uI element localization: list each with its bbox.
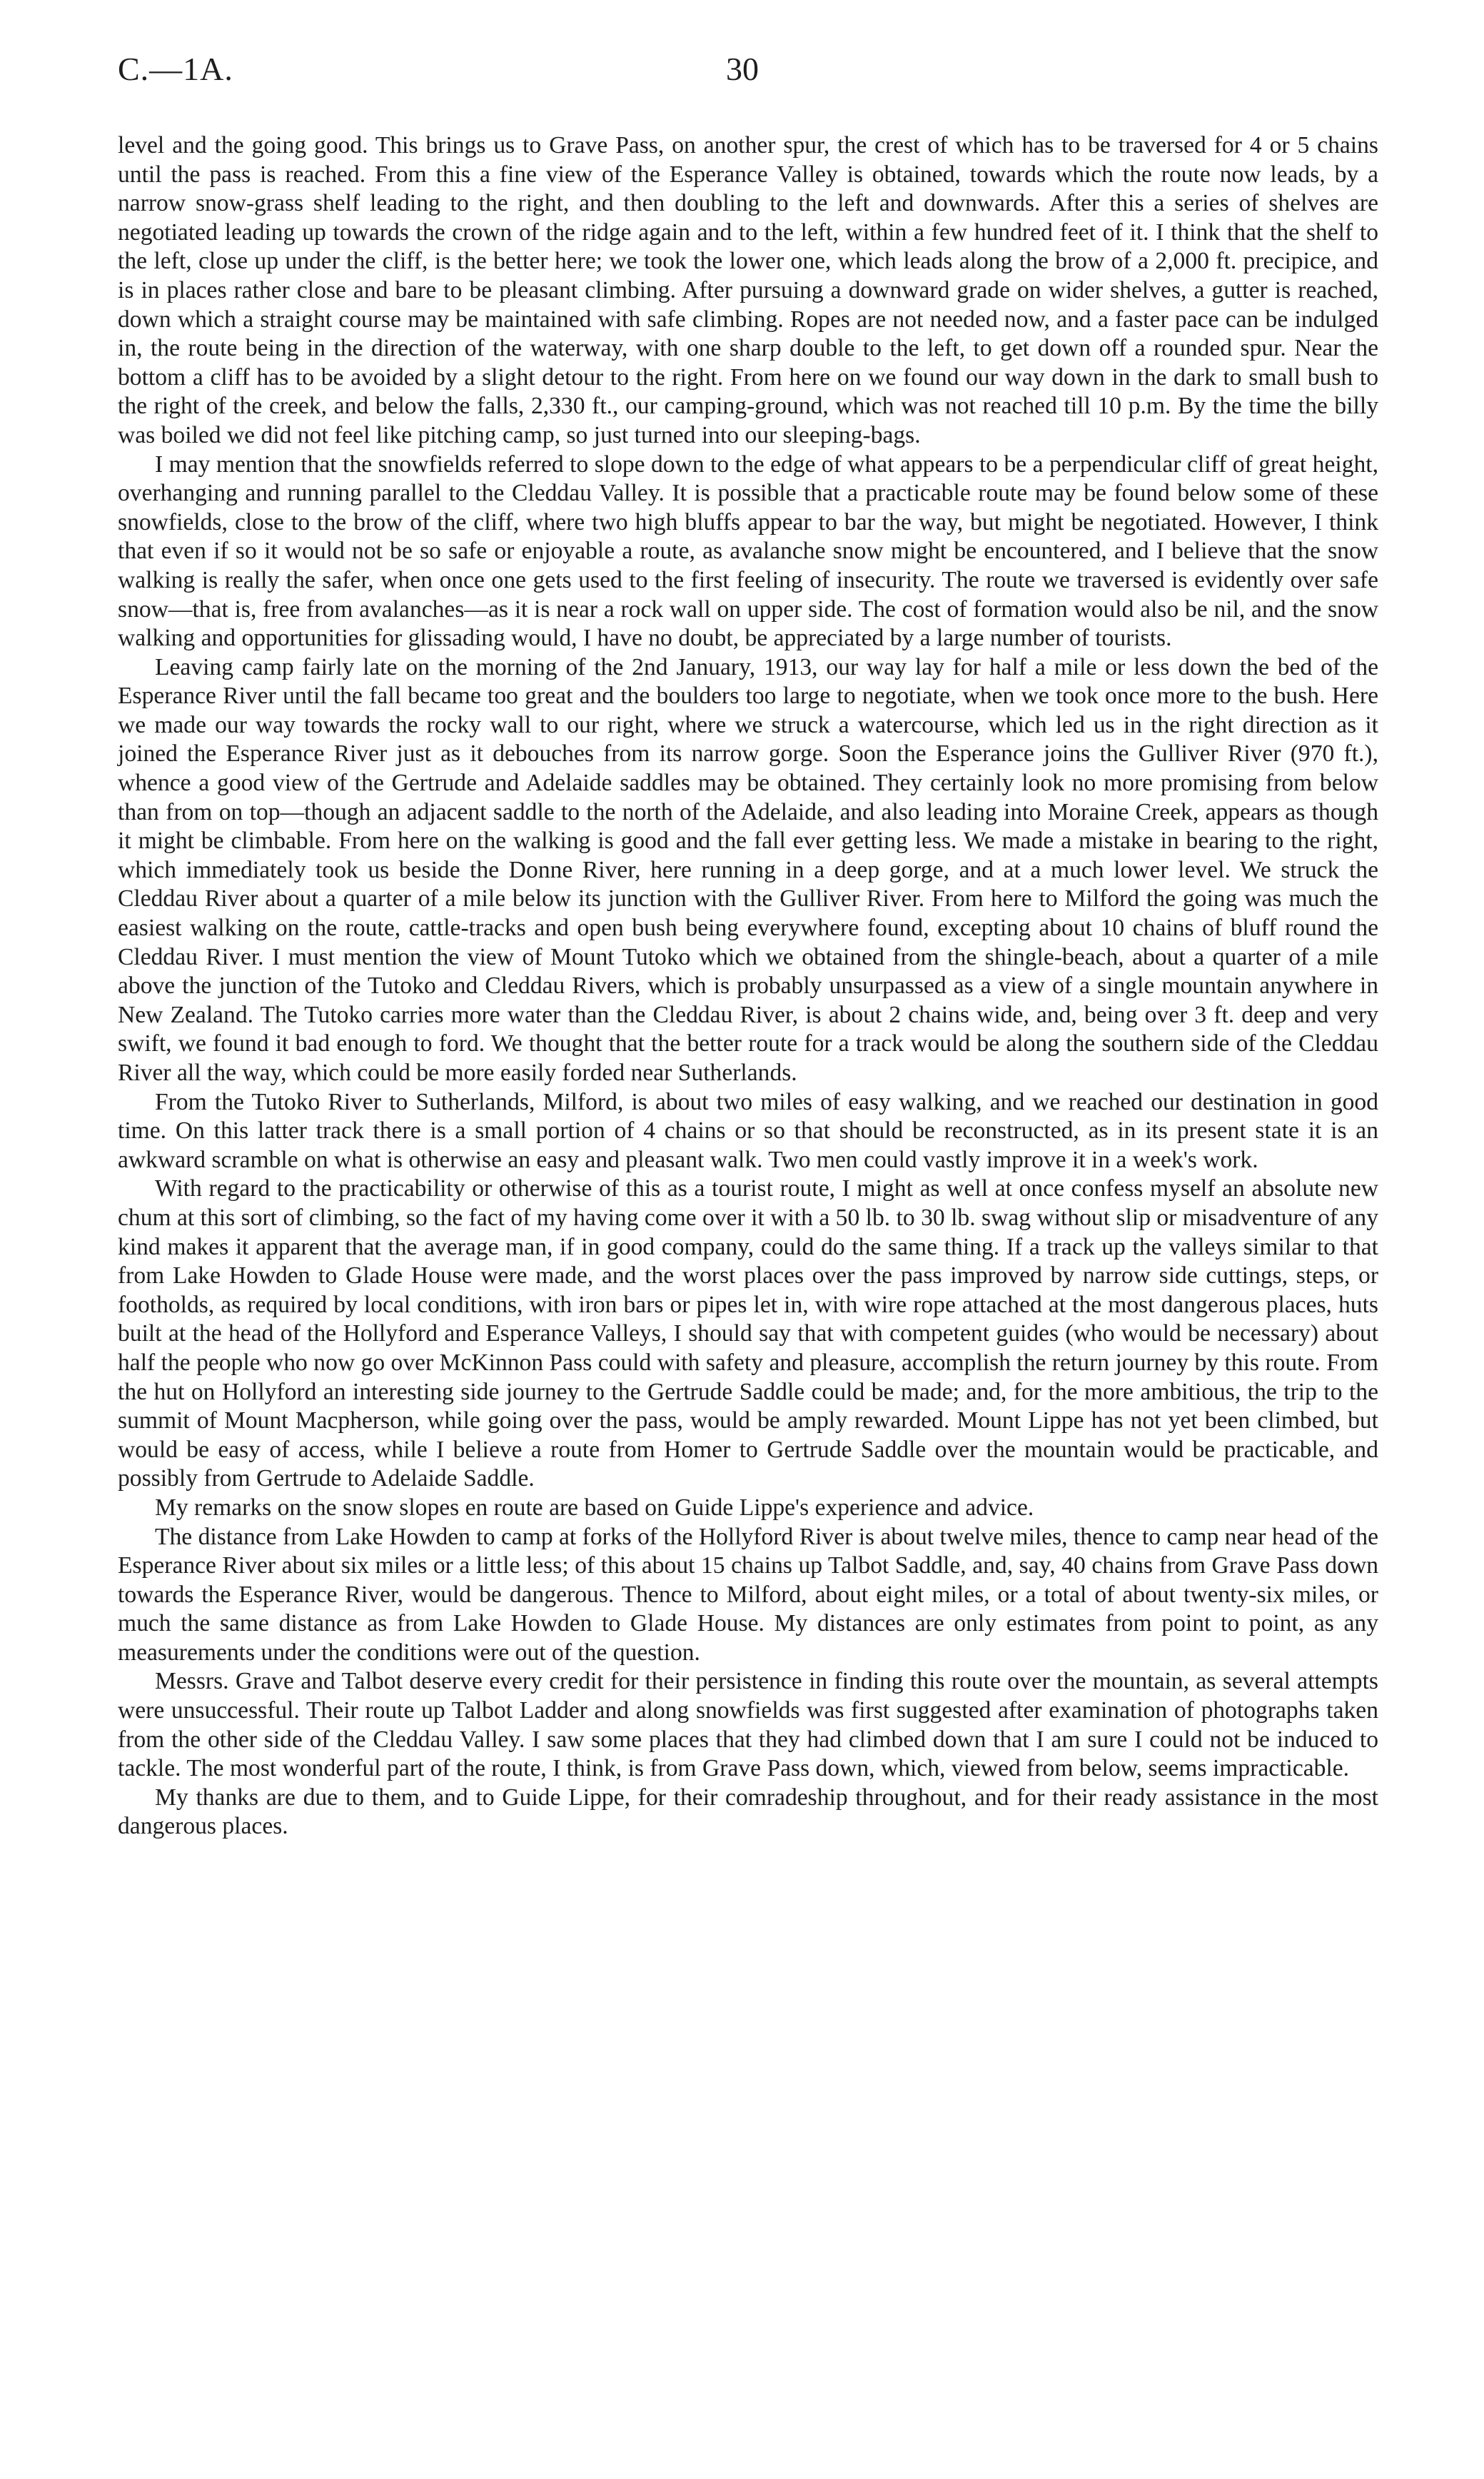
paragraph: With regard to the practicability or otherwise of this as a tourist route, I might as well at once confess myself an absolute new chum at this sort of climbing, so the fact of my having come over it with a 50 lb. to 30 lb. swag without slip or misadventure of any kind makes it apparent that the average man, if in good company, could do the same thing. If a track up the valleys similar to that from Lake Howden to Glade House were made, and the worst places over the pass improved by narrow side cuttings, steps, or footholds, as required by local conditions, with iron bars or pipes let in, with wire rope attached at the most dangerous places, huts built at the head of the Hollyford and Esperance Valleys, I should say that with competent guides (who would be necessary) about half the people who now go over McKinnon Pass could with safety and pleasure, accomplish the return journey by this route. From the hut on Hollyford an interesting side journey to the Gertrude Saddle could be made; and, for the more ambitious, the trip to the summit of Mount Macpherson, while going over the pass, would be amply rewarded. Mount Lippe has not yet been climbed, but would be easy of access, while I believe a route from Homer to Gertrude Saddle over the mountain would be practicable, and possibly from Gertrude to Adelaide Saddle. — [118, 1175, 1378, 1492]
paragraph: I may mention that the snowfields referred to slope down to the edge of what appears to be a perpendicular cliff of great height, overhanging and running parallel to the Cleddau Valley. It is possible that a practicable route may be found below some of these snowfields, close to the brow of the cliff, where two high bluffs appear to bar the way, but might be negotiated. However, I think that even if so it would not be so safe or enjoyable a route, as avalanche snow might be encountered, and I believe that the snow walking is really the safer, when once one gets used to the first feeling of insecurity. The route we traversed is evidently over safe snow—that is, free from avalanches—as it is near a rock wall on upper side. The cost of formation would also be nil, and the snow walking and opportunities for glissading would, I have no doubt, be appreciated by a large number of tourists. — [118, 451, 1378, 652]
paragraph: The distance from Lake Howden to camp at forks of the Hollyford River is about twelve miles, thence to camp near head of the Esperance River about six miles or a little less; of this about 15 chains up Talbot Saddle, and, say, 40 chains from Grave Pass down towards the Esperance River, would be dangerous. Thence to Milford, about eight miles, or a total of about twenty-six miles, or much the same distance as from Lake Howden to Glade House. My distances are only estimates from point to point, as any measurements under the conditions were out of the question. — [118, 1523, 1378, 1666]
paragraph: level and the going good. This brings us to Grave Pass, on another spur, the crest of which has to be traversed for 4 or 5 chains until the pass is reached. From this a fine view of the Esperance Valley is obtained, towards which the route now leads, by a narrow snow-grass shelf leading to the right, and then doubling to the left and downwards. After this a series of shelves are negotiated leading up towards the crown of the ridge again and to the left, within a few hundred feet of it. I think that the shelf to the left, close up under the cliff, is the better here; we took the lower one, which leads along the brow of a 2,000 ft. precipice, and is in places rather close and bare to be pleasant climbing. After pursuing a downward grade on wider shelves, a gutter is reached, down which a straight course may be maintained with safe climbing. Ropes are not needed now, and a faster pace can be indulged in, the route being in the direction of the waterway, with one sharp double to the left, to get down off a rounded spur. Near the bottom a cliff has to be avoided by a slight detour to the right. From here on we found our way down in the dark to small bush to the right of the creek, and below the falls, 2,330 ft., our camping-ground, which was not reached till 10 p.m. By the time the billy was boiled we did not feel like pitching camp, so just turned into our sleeping-bags. — [118, 132, 1378, 448]
paragraph: From the Tutoko River to Sutherlands, Milford, is about two miles of easy walking, and we reached our destination in good time. On this latter track there is a small portion of 4 chains or so that should be reconstructed, as in its present state it is an awkward scramble on what is otherwise an easy and pleasant walk. Two men could vastly improve it in a week's work. — [118, 1088, 1378, 1173]
running-header — [118, 46, 1378, 131]
paragraph: My thanks are due to them, and to Guide Lippe, for their comradeship throughout, and for their ready assistance in the most dangerous places. — [118, 1784, 1378, 1840]
paragraph: Messrs. Grave and Talbot deserve every credit for their persistence in finding this route over the mountain, as several attempts were unsuccessful. Their route up Talbot Ladder and along snowfields was first suggested after examination of photographs taken from the other side of the Cleddau Valley. I saw some places that they had climbed down that I am sure I could not be induced to tackle. The most wonderful part of the route, I think, is from Grave Pass down, which, viewed from below, seems impracticable. — [118, 1668, 1378, 1782]
page-number: 30 — [726, 51, 759, 87]
body-text — [118, 131, 1378, 1841]
document-reference: C.—1A. — [118, 51, 233, 87]
paragraph: Leaving camp fairly late on the morning of the 2nd January, 1913, our way lay for half a mile or less down the bed of the Esperance River until the fall became too great and the boulders too large to negotiate, when we took once more to the bush. Here we made our way towards the rocky wall to our right, where we struck a watercourse, which led us in the right direction as it joined the Esperance River just as it debouches from its narrow gorge. Soon the Esperance joins the Gulliver River (970 ft.), whence a good view of the Gertrude and Adelaide saddles may be obtained. They certainly look no more promising from below than from on top—though an adjacent saddle to the north of the Adelaide, and also leading into Moraine Creek, appears as though it might be climbable. From here on the walking is good and the fall ever getting less. We made a mistake in bearing to the right, which immediately took us beside the Donne River, here running in a deep gorge, and at a much lower level. We struck the Cleddau River about a quarter of a mile below its junction with the Gulliver River. From here to Milford the going was much the easiest walking on the route, cattle-tracks and open bush being everywhere found, excepting about 10 chains of bluff round the Cleddau River. I must mention the view of Mount Tutoko which we obtained from the shingle-beach, about a quarter of a mile above the junction of the Tutoko and Cleddau Rivers, which is probably unsurpassed as a view of a single mountain anywhere in New Zealand. The Tutoko carries more water than the Cleddau River, is about 2 chains wide, and, being over 3 ft. deep and very swift, we found it bad enough to ford. We thought that the better route for a track would be along the southern side of the Cleddau River all the way, which could be more easily forded near Sutherlands. — [118, 653, 1378, 1086]
paragraph: My remarks on the snow slopes en route are based on Guide Lippe's experience and advice. — [155, 1494, 1034, 1521]
